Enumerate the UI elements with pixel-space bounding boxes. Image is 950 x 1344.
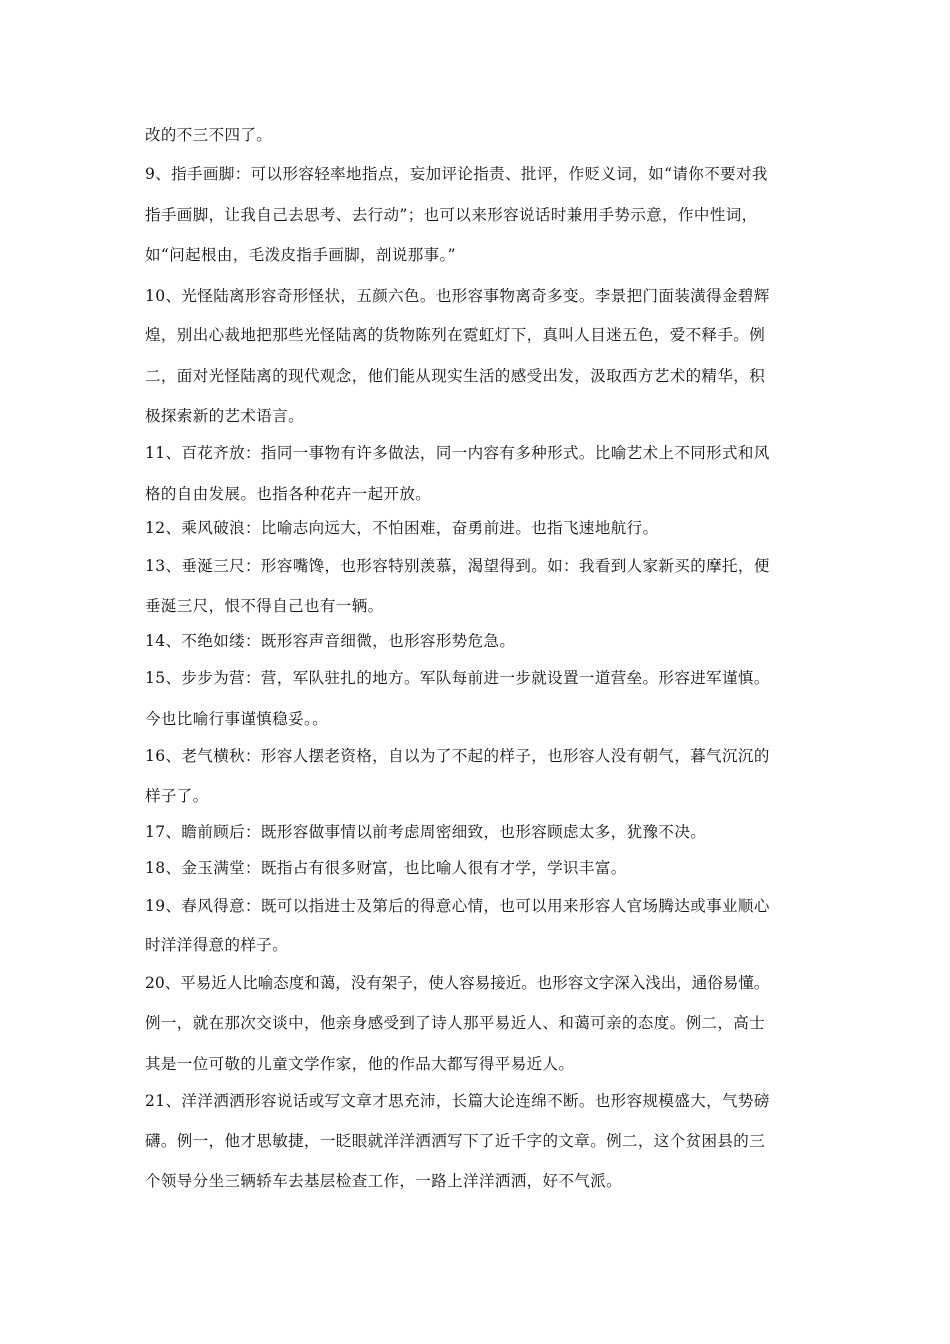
text-line: 9、指手画脚：可以形容轻率地指点，妄加评论指责、批评，作贬义词，如“请你不要对我: [145, 165, 768, 183]
text-line: 19、春风得意：既可以指进士及第后的得意心情，也可以用来形容人官场腾达或事业顺心: [145, 897, 770, 915]
text-line: 二，面对光怪陆离的现代观念，他们能从现实生活的感受出发，汲取西方艺术的精华，积: [145, 367, 766, 385]
text-line: 14、不绝如缕：既形容声音细微，也形容形势危急。: [145, 632, 516, 650]
text-line: 17、瞻前顾后：既形容做事情以前考虑周密细致，也形容顾虑太多，犹豫不决。: [145, 823, 707, 841]
text-line: 个领导分坐三辆轿车去基层检查工作，一路上洋洋洒洒，好不气派。: [145, 1172, 623, 1190]
text-line: 例一，就在那次交谈中，他亲身感受到了诗人那平易近人、和蔼可亲的态度。例二，高士: [145, 1014, 766, 1032]
text-line: 13、垂涎三尺：形容嘴馋，也形容特别羡慕，渴望得到。如：我看到人家新买的摩托，便: [145, 557, 770, 575]
text-line: 20、平易近人比喻态度和蔼，没有架子，使人容易接近。也形容文字深入浅出，通俗易懂。: [145, 974, 770, 992]
text-line: 15、步步为营：营，军队驻扎的地方。军队每前进一步就设置一道营垒。形容进军谨慎。: [145, 669, 770, 687]
text-line: 其是一位可敬的儿童文学作家，他的作品大都写得平易近人。: [145, 1055, 575, 1073]
text-line: 指手画脚，让我自己去思考、去行动”；也可以来形容说话时兼用手势示意，作中性词，: [145, 206, 758, 224]
text-line: 12、乘风破浪：比喻志向远大，不怕困难，奋勇前进。也指飞速地航行。: [145, 519, 659, 537]
text-line: 16、老气横秋：形容人摆老资格，自以为了不起的样子，也形容人没有朝气，暮气沉沉的: [145, 747, 770, 765]
text-line: 格的自由发展。也指各种花卉一起开放。: [145, 485, 432, 503]
text-line: 极探索新的艺术语言。: [145, 407, 305, 425]
text-line: 今也比喻行事谨慎稳妥。。: [145, 710, 329, 728]
text-line: 10、光怪陆离形容奇形怪状，五颜六色。也形容事物离奇多变。李景把门面装潢得金碧辉: [145, 287, 770, 305]
text-line: 11、百花齐放：指同一事物有许多做法，同一内容有多种形式。比喻艺术上不同形式和风: [145, 444, 770, 462]
text-line: 礴。例一，他才思敏捷，一眨眼就洋洋洒洒写下了近千字的文章。例二，这个贫困县的三: [145, 1132, 766, 1150]
text-line: 煌，别出心裁地把那些光怪陆离的货物陈列在霓虹灯下，真叫人目迷五色，爱不释手。例: [145, 326, 766, 344]
text-line: 如“问起根由，毛泼皮指手画脚，剖说那事。”: [145, 246, 456, 264]
text-line: 垂涎三尺，恨不得自己也有一辆。: [145, 597, 384, 615]
text-line: 21、洋洋洒洒形容说话或写文章才思充沛，长篇大论连绵不断。也形容规模盛大，气势磅: [145, 1092, 770, 1110]
text-line: 样子了。: [145, 787, 209, 805]
text-line: 改的不三不四了。: [145, 126, 273, 144]
text-line: 18、金玉满堂：既指占有很多财富，也比喻人很有才学，学识丰富。: [145, 859, 627, 877]
text-line: 时洋洋得意的样子。: [145, 936, 289, 954]
